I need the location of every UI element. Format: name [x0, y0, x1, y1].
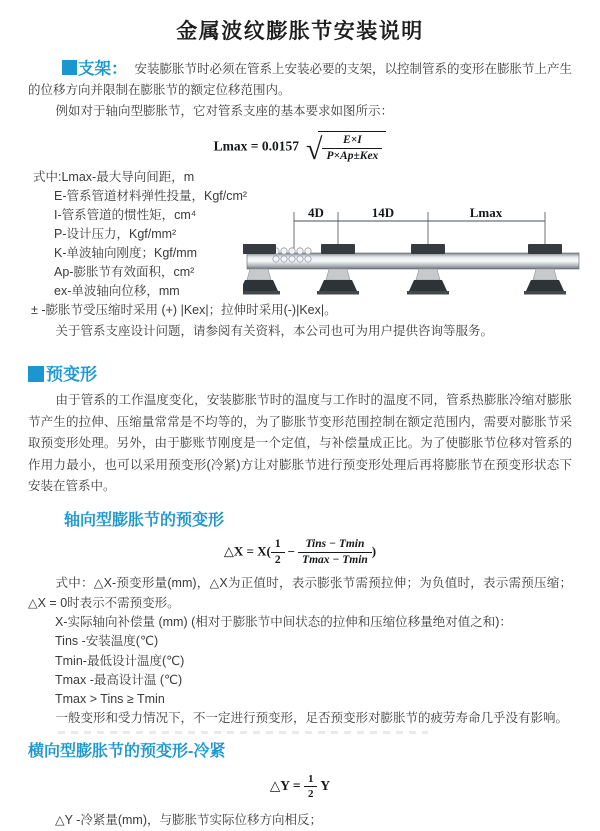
support-intro-paragraph [28, 59, 572, 101]
axial-note-line: Tmax -最高设计温 (℃) [55, 672, 183, 687]
predeform-heading-label: 预变形 [46, 365, 97, 385]
support-example-text: 例如对于轴向型膨胀节，它对管系支座的基本要求如图所示： [55, 104, 394, 118]
lateral-subsection-heading: 横向型膨胀节的预变形-冷紧 [28, 742, 226, 760]
axial-note-line: Tmin-最低设计温度(℃) [55, 653, 185, 668]
definition-ex: ex-单波轴向位移，mm [54, 284, 180, 299]
predeform-body-text: 由于管系的工作温度变化，安装膨胀节时的温度与工作时的温度不同，管系热膨胀冷缩对膨胀节产生的拉伸、压缩量常常是不均等的，为了膨胀节变形范围控制在额定范围内，需要对膨胀节采取预变形处理。另外，由于膨账节刚度是一个定值，与补偿量成正比。为了使膨胀节位移对管系的作用力最小，也可以采用预变形(冷紧)方让对膨胀节进行预变形处理后再将膨胀节在预变形状态下安装在管系中。 [28, 393, 572, 494]
definition-k: K-单波轴向刚度；Kgf/mm [54, 246, 198, 261]
axial-note-line: X-实际轴向补偿量 (mm) (相对于膨胀节中间状态的拉伸和压缩位移量绝对值之和)： [55, 614, 512, 629]
guide-spacing-formula: Lmax = 0.0157 √ $\frac{E\times I}{\text{P×Ap±Kex}}$ [28, 131, 572, 163]
section-bullet-icon [28, 366, 44, 382]
minus-operator: − [287, 543, 296, 559]
formula-lhs: △X = X( [223, 543, 271, 559]
sqrt-radicand [318, 131, 386, 163]
fraction-temperature: $\frac{\text{Tins − Tmin}}{Tmax - Tmin}$ [298, 538, 372, 567]
dimension-label-lmax: Lmax [469, 205, 503, 220]
axial-predeform-formula [28, 538, 572, 567]
dimension-label-4d: 4D [308, 205, 324, 220]
sqrt-denominator: P×Ap±Kex [326, 150, 379, 163]
lateral-note-text: △Y -冷紧量(mm)，与膨胀节实际位移方向相反； [55, 813, 323, 828]
fraction-one-half: $\frac{1}{2}$ [304, 773, 318, 801]
axial-notes-block [28, 574, 572, 728]
cutoff-text-remnant [58, 731, 428, 734]
definition-plusminus: ± -膨胀节受压缩时采用 (+) |Kex|；拉伸时采用(-)|Kex|。 [31, 303, 337, 318]
definition-ap: Ap-膨胀节有效面积，cm² [54, 265, 195, 280]
support-note-text: 关于管系支座设计问题，请参阅有关资料，本公司也可为用户提供咨询等服务。 [55, 324, 494, 339]
dimension-labels [308, 205, 503, 220]
pipe-support-diagram [243, 201, 599, 305]
document-page [0, 15, 600, 828]
axial-note-line: 一般变形和受力情况下，不一定进行预变形，足否预变形对膨胀节的疲劳寿命几乎没有影响。 [55, 711, 569, 726]
axial-note-line: 式中：△X-预变形量(mm)，△X为正值时，表示膨张节需预拉伸；为负值时，表示需预压缩；△X = 0时表示不需预变形。 [28, 576, 572, 610]
pipe [247, 253, 579, 269]
formula-lhs: △Y = [269, 777, 301, 793]
axial-note-line: Tmax > Tins ≥ Tmin [55, 692, 165, 707]
axial-subsection-heading: 轴向型膨胀节的预变形 [64, 511, 225, 529]
definition-i: I-管系管道的惯性矩，cm⁴ [54, 208, 197, 223]
formula-lhs: Lmax = 0.0157 [213, 138, 299, 154]
content-area [0, 59, 600, 831]
page-title: 金属波纹膨胀节安装说明 [176, 20, 424, 43]
support-intro-text: 安装膨胀节时必须在管系上安装必要的支架，以控制管系的变形在膨胀节上产生的位移方向并限制在膨胀节的额定位移范围内。 [28, 62, 573, 97]
definition-lmax: 式中:Lmax-最大导向间距，m [33, 170, 195, 185]
lateral-predeform-formula [28, 773, 572, 801]
support-section-heading: 支架： [78, 60, 128, 78]
sqrt-numerator: E×I [322, 134, 382, 149]
axial-note-line: Tins -安装温度(℃) [55, 634, 159, 649]
formula-rhs: Y [320, 777, 331, 793]
definition-e: E-管系管道材料弹性投量，Kgf/cm² [54, 189, 248, 204]
dimension-label-14d: 14D [371, 205, 395, 220]
pipe-support-diagram-svg [243, 201, 599, 305]
closing-paren: ) [371, 543, 377, 559]
dimension-line [294, 212, 545, 249]
predeform-section-heading [28, 360, 572, 385]
section-bullet-icon [62, 60, 77, 75]
fraction-one-half: $\frac{1}{2}$ [271, 538, 285, 567]
definition-p: P-设计压力，Kgf/mm² [54, 227, 177, 242]
